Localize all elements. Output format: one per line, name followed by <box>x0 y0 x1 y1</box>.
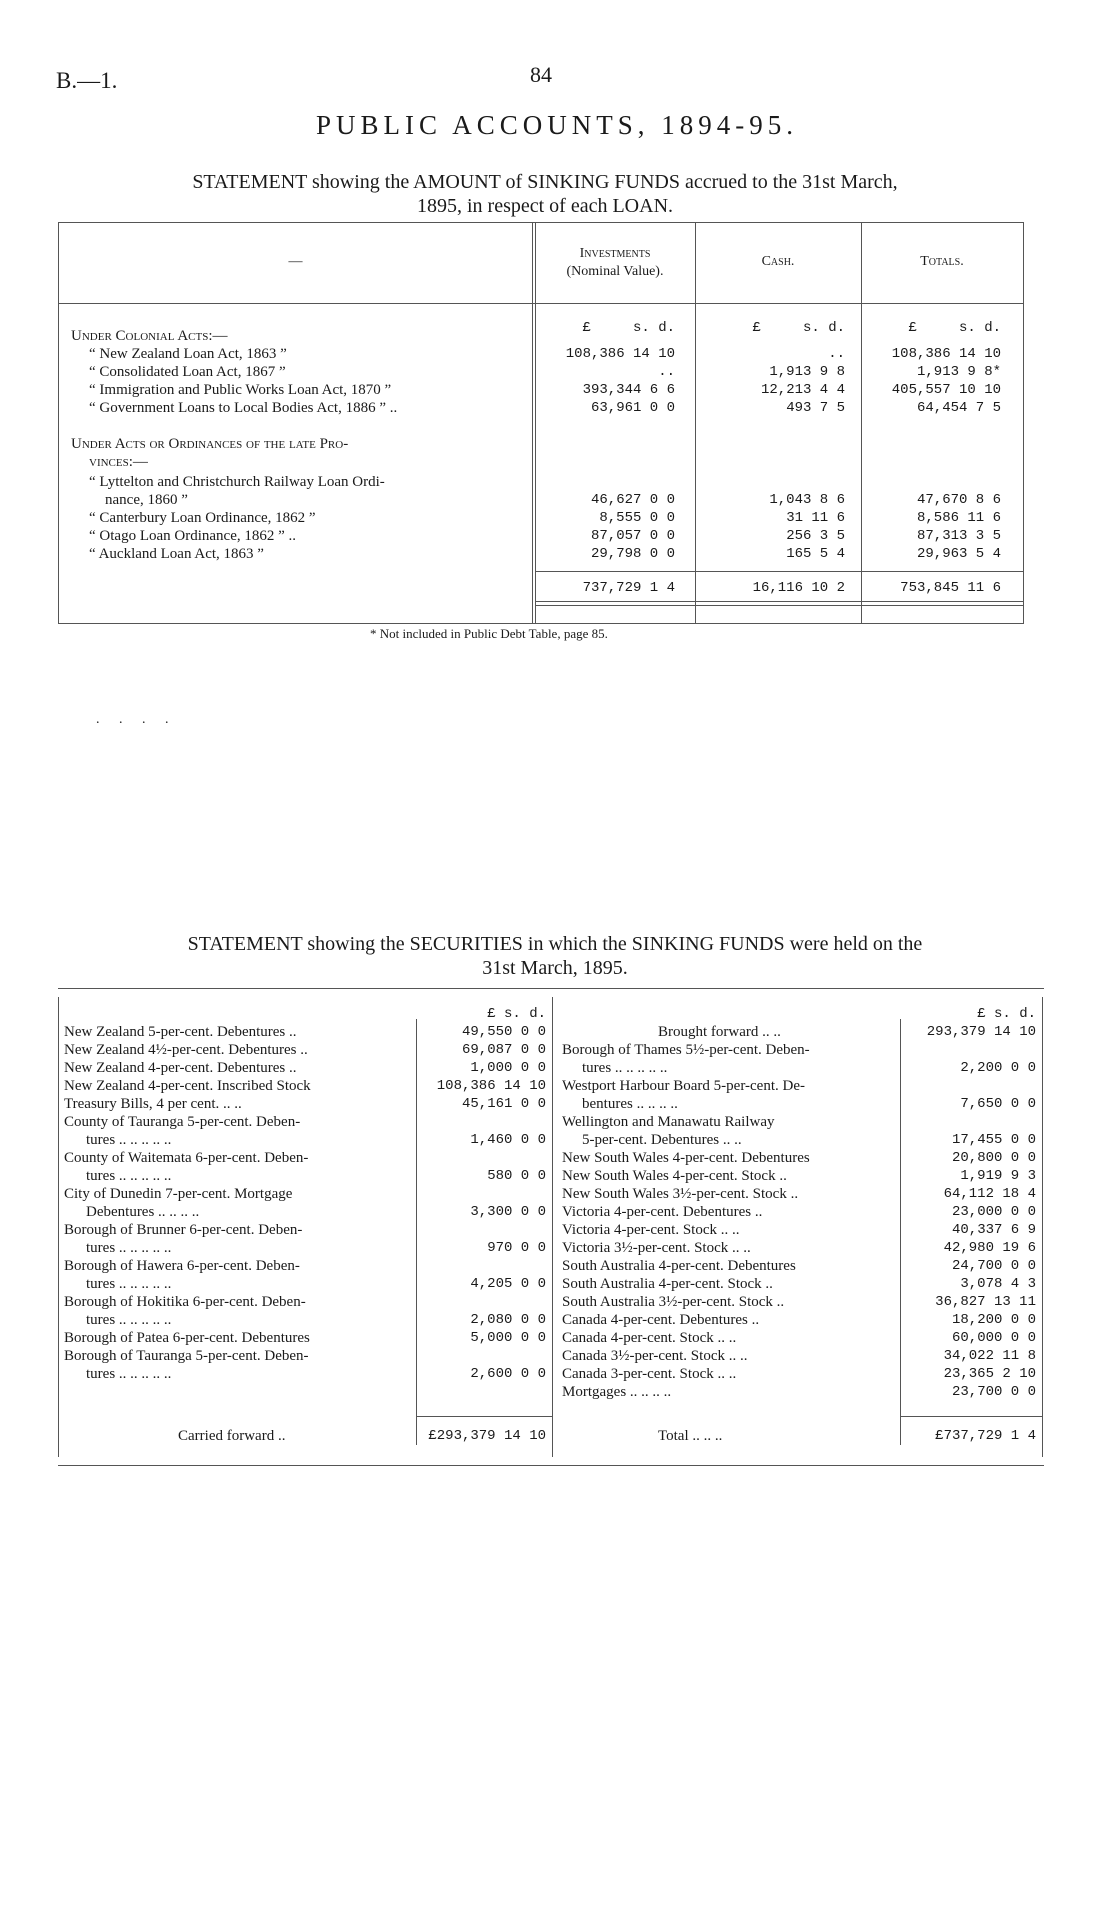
security-name-cont: Debentures .. .. .. .. <box>86 1204 200 1220</box>
loan-name: “ New Zealand Loan Act, 1863 ” <box>89 346 287 362</box>
carried-forward-label: Carried forward .. <box>178 1428 286 1444</box>
col-cash-header: Cash. <box>761 254 795 269</box>
cash-value: 31 11 6 <box>786 510 845 526</box>
security-name-cont: tures .. .. .. .. .. <box>86 1312 172 1328</box>
security-amount: 36,827 13 11 <box>935 1294 1036 1310</box>
loan-name: “ Consolidated Loan Act, 1867 ” <box>89 364 286 380</box>
brought-forward-label: Brought forward .. .. <box>658 1024 781 1040</box>
left-units: £ s. d. <box>487 1006 546 1022</box>
security-name: New Zealand 5-per-cent. Debentures .. <box>64 1024 297 1040</box>
total-totals: 753,845 11 6 <box>900 580 1001 596</box>
total-value: 8,586 11 6 <box>916 510 1001 526</box>
security-amount: 7,650 0 0 <box>960 1096 1036 1112</box>
security-name: Canada 3-per-cent. Stock .. .. <box>562 1366 737 1382</box>
right-units: £ s. d. <box>977 1006 1036 1022</box>
group-colonial-acts-title: Under Colonial Acts:— <box>71 328 228 344</box>
security-name-cont: tures .. .. .. .. .. <box>582 1060 668 1076</box>
page-title: PUBLIC ACCOUNTS, 1894-95. <box>315 110 799 140</box>
security-name-cont: tures .. .. .. .. .. <box>86 1132 172 1148</box>
security-amount: 64,112 18 4 <box>943 1186 1036 1202</box>
security-name: New Zealand 4-per-cent. Inscribed Stock <box>64 1078 311 1094</box>
security-name-cont: 5-per-cent. Debentures .. .. <box>582 1132 742 1148</box>
security-amount: 24,700 0 0 <box>951 1258 1036 1274</box>
security-name: County of Waitemata 6-per-cent. Deben- <box>64 1150 309 1166</box>
total-amount: £737,729 1 4 <box>935 1428 1036 1444</box>
security-name: Borough of Patea 6-per-cent. Debentures <box>64 1330 310 1346</box>
security-name-cont: tures .. .. .. .. .. <box>86 1168 172 1184</box>
security-amount: 108,386 14 10 <box>436 1078 546 1094</box>
loan-name: “ Auckland Loan Act, 1863 ” <box>89 546 264 562</box>
security-name: New South Wales 3½-per-cent. Stock .. <box>562 1186 799 1202</box>
security-amount: 5,000 0 0 <box>470 1330 546 1346</box>
loan-name: “ Immigration and Public Works Loan Act, 1870 ” <box>89 382 392 398</box>
security-name-cont: bentures .. .. .. .. <box>582 1096 678 1112</box>
investment-value: 46,627 0 0 <box>590 492 675 508</box>
security-amount: 23,000 0 0 <box>951 1204 1036 1220</box>
security-amount: 49,550 0 0 <box>461 1024 546 1040</box>
security-name: Borough of Brunner 6-per-cent. Deben- <box>64 1222 303 1238</box>
lyttelton-loan-label-line1: “ Lyttelton and Christchurch Railway Loan Ordi- <box>89 474 385 490</box>
security-name: South Australia 3½-per-cent. Stock .. <box>562 1294 785 1310</box>
security-name: Borough of Tauranga 5-per-cent. Deben- <box>64 1348 309 1364</box>
total-investments: 737,729 1 4 <box>582 580 675 596</box>
loan-name: “ Government Loans to Local Bodies Act, 1886 ” .. <box>89 400 398 416</box>
securities-heading-line2: 31st March, 1895. <box>482 957 628 979</box>
security-amount: 42,980 19 6 <box>943 1240 1036 1256</box>
security-name: City of Dunedin 7-per-cent. Mortgage <box>64 1186 293 1202</box>
investment-value: 63,961 0 0 <box>590 400 675 416</box>
security-name: New Zealand 4-per-cent. Debentures .. <box>64 1060 297 1076</box>
investments-units: £ s. d. <box>582 320 675 336</box>
col-blank-header: — <box>288 254 303 269</box>
security-name: Canada 3½-per-cent. Stock .. .. <box>562 1348 748 1364</box>
security-name-cont: tures .. .. .. .. .. <box>86 1240 172 1256</box>
loan-name: “ Canterbury Loan Ordinance, 1862 ” <box>89 510 316 526</box>
security-amount: 23,365 2 10 <box>943 1366 1036 1382</box>
total-value: 405,557 10 10 <box>891 382 1001 398</box>
total-value: 87,313 3 5 <box>916 528 1001 544</box>
sinking-funds-heading-line2: 1895, in respect of each LOAN. <box>416 195 674 217</box>
security-name: Mortgages .. .. .. .. <box>562 1384 672 1400</box>
security-amount: 1,919 9 3 <box>960 1168 1036 1184</box>
stray-marks: . . . . <box>96 712 177 727</box>
investment-value: 393,344 6 6 <box>582 382 675 398</box>
security-name: Treasury Bills, 4 per cent. .. .. <box>64 1096 242 1112</box>
security-name-cont: tures .. .. .. .. .. <box>86 1366 172 1382</box>
series-reference: B.—1. <box>56 68 118 93</box>
security-amount: 2,080 0 0 <box>470 1312 546 1328</box>
cash-value: 1,043 8 6 <box>769 492 845 508</box>
cash-value: 256 3 5 <box>786 528 845 544</box>
group-provincial-title-line1: Under Acts or Ordinances of the late Pro- <box>71 436 349 452</box>
loan-name: “ Otago Loan Ordinance, 1862 ” .. <box>89 528 297 544</box>
security-name: New Zealand 4½-per-cent. Debentures .. <box>64 1042 308 1058</box>
security-amount: 4,205 0 0 <box>470 1276 546 1292</box>
security-amount: 3,300 0 0 <box>470 1204 546 1220</box>
security-name: Wellington and Manawatu Railway <box>562 1114 775 1130</box>
investment-value: 87,057 0 0 <box>590 528 675 544</box>
sinking-funds-table <box>58 222 1024 624</box>
total-cash: 16,116 10 2 <box>752 580 845 596</box>
col-investments-header: Investments (Nominal Value). <box>566 246 664 279</box>
security-amount: 970 0 0 <box>487 1240 546 1256</box>
cash-units: £ s. d. <box>752 320 845 336</box>
investment-value: 8,555 0 0 <box>599 510 675 526</box>
group-provincial-title-line2: vinces:— <box>89 454 148 470</box>
cash-value: 165 5 4 <box>786 546 845 562</box>
security-name: Canada 4-per-cent. Stock .. .. <box>562 1330 737 1346</box>
security-amount: 23,700 0 0 <box>951 1384 1036 1400</box>
security-name: Victoria 4-per-cent. Stock .. .. <box>562 1222 740 1238</box>
sinking-funds-heading-line1: STATEMENT showing the AMOUNT of SINKING FUNDS accrued to the 31st March, <box>192 171 898 193</box>
security-amount: 17,455 0 0 <box>951 1132 1036 1148</box>
security-name: Borough of Thames 5½-per-cent. Deben- <box>562 1042 810 1058</box>
security-name: Borough of Hokitika 6-per-cent. Deben- <box>64 1294 306 1310</box>
investment-value: .. <box>658 364 675 380</box>
footnote: * Not included in Public Debt Table, page 85. <box>370 626 608 641</box>
security-amount: 1,000 0 0 <box>470 1060 546 1076</box>
security-amount: 69,087 0 0 <box>461 1042 546 1058</box>
security-name: Victoria 3½-per-cent. Stock .. .. <box>562 1240 751 1256</box>
investment-value: 29,798 0 0 <box>590 546 675 562</box>
security-name: Victoria 4-per-cent. Debentures .. <box>562 1204 763 1220</box>
security-amount: 20,800 0 0 <box>951 1150 1036 1166</box>
security-amount: 34,022 11 8 <box>943 1348 1036 1364</box>
page-number: 84 <box>530 62 552 87</box>
security-amount: 580 0 0 <box>487 1168 546 1184</box>
security-amount: 3,078 4 3 <box>960 1276 1036 1292</box>
securities-table <box>58 988 1044 1466</box>
security-amount: 40,337 6 9 <box>951 1222 1036 1238</box>
cash-value: .. <box>828 346 845 362</box>
security-name: New South Wales 4-per-cent. Stock .. <box>562 1168 787 1184</box>
security-name: Borough of Hawera 6-per-cent. Deben- <box>64 1258 300 1274</box>
totals-units: £ s. d. <box>908 320 1001 336</box>
carried-forward-amount: £293,379 14 10 <box>428 1428 546 1444</box>
securities-heading-line1: STATEMENT showing the SECURITIES in which the SINKING FUNDS were held on the <box>187 933 923 955</box>
sinking-funds-heading <box>50 170 1040 218</box>
cash-value: 493 7 5 <box>786 400 845 416</box>
security-amount: 1,460 0 0 <box>470 1132 546 1148</box>
total-value: 108,386 14 10 <box>891 346 1001 362</box>
security-name: South Australia 4-per-cent. Debentures <box>562 1258 796 1274</box>
security-amount: 45,161 0 0 <box>461 1096 546 1112</box>
brought-forward-amount: 293,379 14 10 <box>926 1024 1036 1040</box>
total-value: 1,913 9 8* <box>916 364 1001 380</box>
total-value: 29,963 5 4 <box>916 546 1001 562</box>
cash-value: 12,213 4 4 <box>760 382 845 398</box>
investment-value: 108,386 14 10 <box>565 346 675 362</box>
total-value: 64,454 7 5 <box>916 400 1001 416</box>
security-name: Canada 4-per-cent. Debentures .. <box>562 1312 760 1328</box>
securities-heading <box>50 932 1060 980</box>
security-amount: 18,200 0 0 <box>951 1312 1036 1328</box>
security-name-cont: tures .. .. .. .. .. <box>86 1276 172 1292</box>
col-totals-header: Totals. <box>920 254 964 269</box>
security-name: South Australia 4-per-cent. Stock .. <box>562 1276 773 1292</box>
cash-value: 1,913 9 8 <box>769 364 845 380</box>
security-name: New South Wales 4-per-cent. Debentures <box>562 1150 810 1166</box>
security-name: County of Tauranga 5-per-cent. Deben- <box>64 1114 301 1130</box>
security-amount: 60,000 0 0 <box>951 1330 1036 1346</box>
total-value: 47,670 8 6 <box>916 492 1001 508</box>
total-label: Total .. .. .. <box>658 1428 723 1444</box>
security-name: Westport Harbour Board 5-per-cent. De- <box>562 1078 805 1094</box>
loan-name: nance, 1860 ” <box>105 492 188 508</box>
security-amount: 2,200 0 0 <box>960 1060 1036 1076</box>
security-amount: 2,600 0 0 <box>470 1366 546 1382</box>
